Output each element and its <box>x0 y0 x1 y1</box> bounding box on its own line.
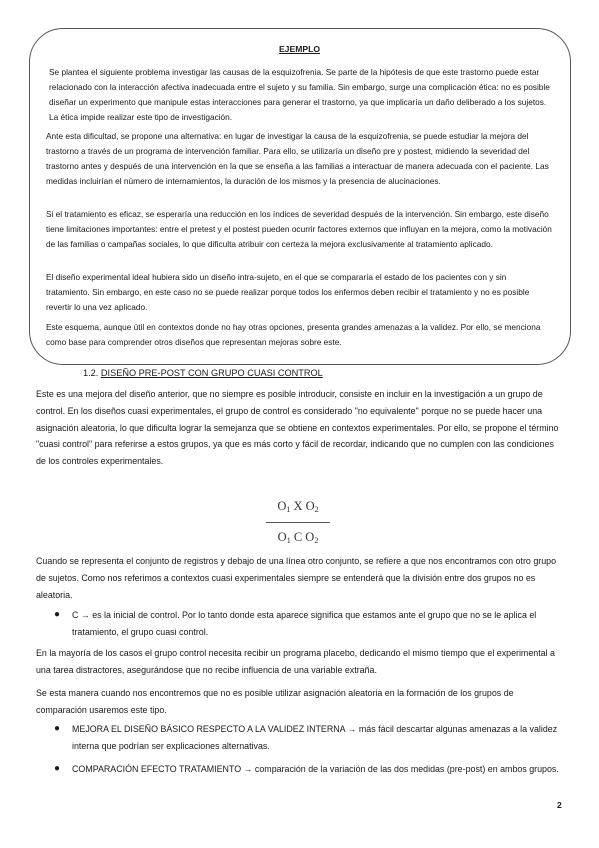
body-paragraph: Se esta manera cuando nos encontremos que no es posible utilizar asignación aleatoria en la formación de los grupos de comparación usaremos este tipo. <box>36 688 514 715</box>
bullet-list <box>36 607 564 641</box>
bullet-list <box>36 721 564 783</box>
example-paragraph: Se plantea el siguiente problema investigar las causas de la esquizofrenia. Se parte de la hipótesis de que este trastorno puede estar relacionado con la interacción afectiva inadecuada entre el sujeto y su familia. Sin embargo, surge una complicación ética: no es posible diseñar un experimento que manipule estas interacciones para generar el trastorno, ya que implicaría un daño deliberado a los sujetos. La ética impide realizar este tipo de investigación. <box>49 67 550 122</box>
example-paragraph: Este esquema, aunque útil en contextos donde no hay otras opciones, presenta grandes amenazas a la validez. Por ello, se menciona como base para comprender otros diseños que representan mejoras sobre este. <box>46 322 541 347</box>
section-number: 1.2. <box>83 368 99 378</box>
list-item: ● COMPARACIÓN EFECTO TRATAMIENTO → comparación de la variación de las dos medidas (pre-post) en ambos grupos. <box>36 761 564 778</box>
example-paragraph: Si el tratamiento es eficaz, se esperaría una reducción en los índices de severidad después de la intervención. Sin embargo, este diseño tiene limitaciones importantes: entre el pretest y el postest pueden ocurrir factores externos que influyan en la mejora, como la motivación de las familias o campañas sociales, lo que dificulta atribuir con certeza la mejora exclusivamente al tratamiento aplicado. <box>46 209 552 249</box>
list-item: ● MEJORA EL DISEÑO BÁSICO RESPECTO A LA VALIDEZ INTERNA → más fácil descartar algunas amenazas a la validez interna que podrían ser explicaciones alternativas. <box>54 723 558 751</box>
bullet-icon: ● <box>54 762 61 774</box>
bullet-icon: ● <box>54 723 61 734</box>
example-paragraph: El diseño experimental ideal hubiera sido un diseño intra-sujeto, en el que se compararía el estado de los pacientes con y sin tratamiento. Sin embargo, en este caso no se puede realizar porque todos los enfermos deben recibir el tratamiento y no es posible revertir lo una vez aplicado. <box>46 272 530 312</box>
body-paragraph: En la mayoría de los casos el grupo control necesita recibir un programa placebo, dedicando el mismo tiempo que el experimental a una tarea distractores, asegurándose que no recibe influencia de una variable extraña. <box>36 648 555 675</box>
body-paragraph: Cuando se representa el conjunto de registros y debajo de una línea otro conjunto, se refiere a que nos encontramos con otro grupo de sujetos. Como nos referimos a contextos cuasi experimentales siempre se entenderá que la división entre dos grupos no es aleatoria. <box>36 556 557 600</box>
formula-experimental-row: $O_1$ X $O_2$ <box>277 499 319 514</box>
example-title: EJEMPLO <box>278 44 321 54</box>
section-heading <box>83 367 323 379</box>
page-number: 2 <box>557 800 562 810</box>
list-item: ● C → es la inicial de control. Por lo tanto donde esta aparece significa que estamos ante el grupo que no se le aplica el tratamiento, el grupo cuasi control. <box>54 609 537 637</box>
bullet-icon: ● <box>54 609 61 620</box>
body-paragraph: Este es una mejora del diseño anterior, que no siempre es posible introducir, consiste en incluir en la investigación a un grupo de control. En los diseños cuasi experimentales, el grupo de control es considerado "no equivalente" porque no se puede hacer una asignación aleatoria, lo que dificulta lograr la semejanza que se obtiene en contextos experimentales. Por ello, se propone el término "cuasi control" para referirse a estos grupos, ya que es más corto y fácil de recordar, indicando que no cumplen con las condiciones de los controles experimentales. <box>36 389 559 467</box>
design-formula <box>268 498 328 549</box>
formula-control-row: $O_1$ C $O_2$ <box>277 530 319 545</box>
example-paragraph: Ante esta dificultad, se propone una alternativa: en lugar de investigar la causa de la esquizofrenia, se puede estudiar la mejora del trastorno a través de un programa de intervención familiar. Para ello, se utilizaría un diseño pre y postest, midiendo la severidad del trastorno antes y después de una intervención en la que se enseña a las familias a interactuar de manera adecuada con el paciente. Las medidas incluirían el número de internamientos, la duración de los mismos y la presencia de alucinaciones. <box>46 131 549 186</box>
section-title: DISEÑO PRE-POST CON GRUPO CUASI CONTROL <box>100 368 323 378</box>
